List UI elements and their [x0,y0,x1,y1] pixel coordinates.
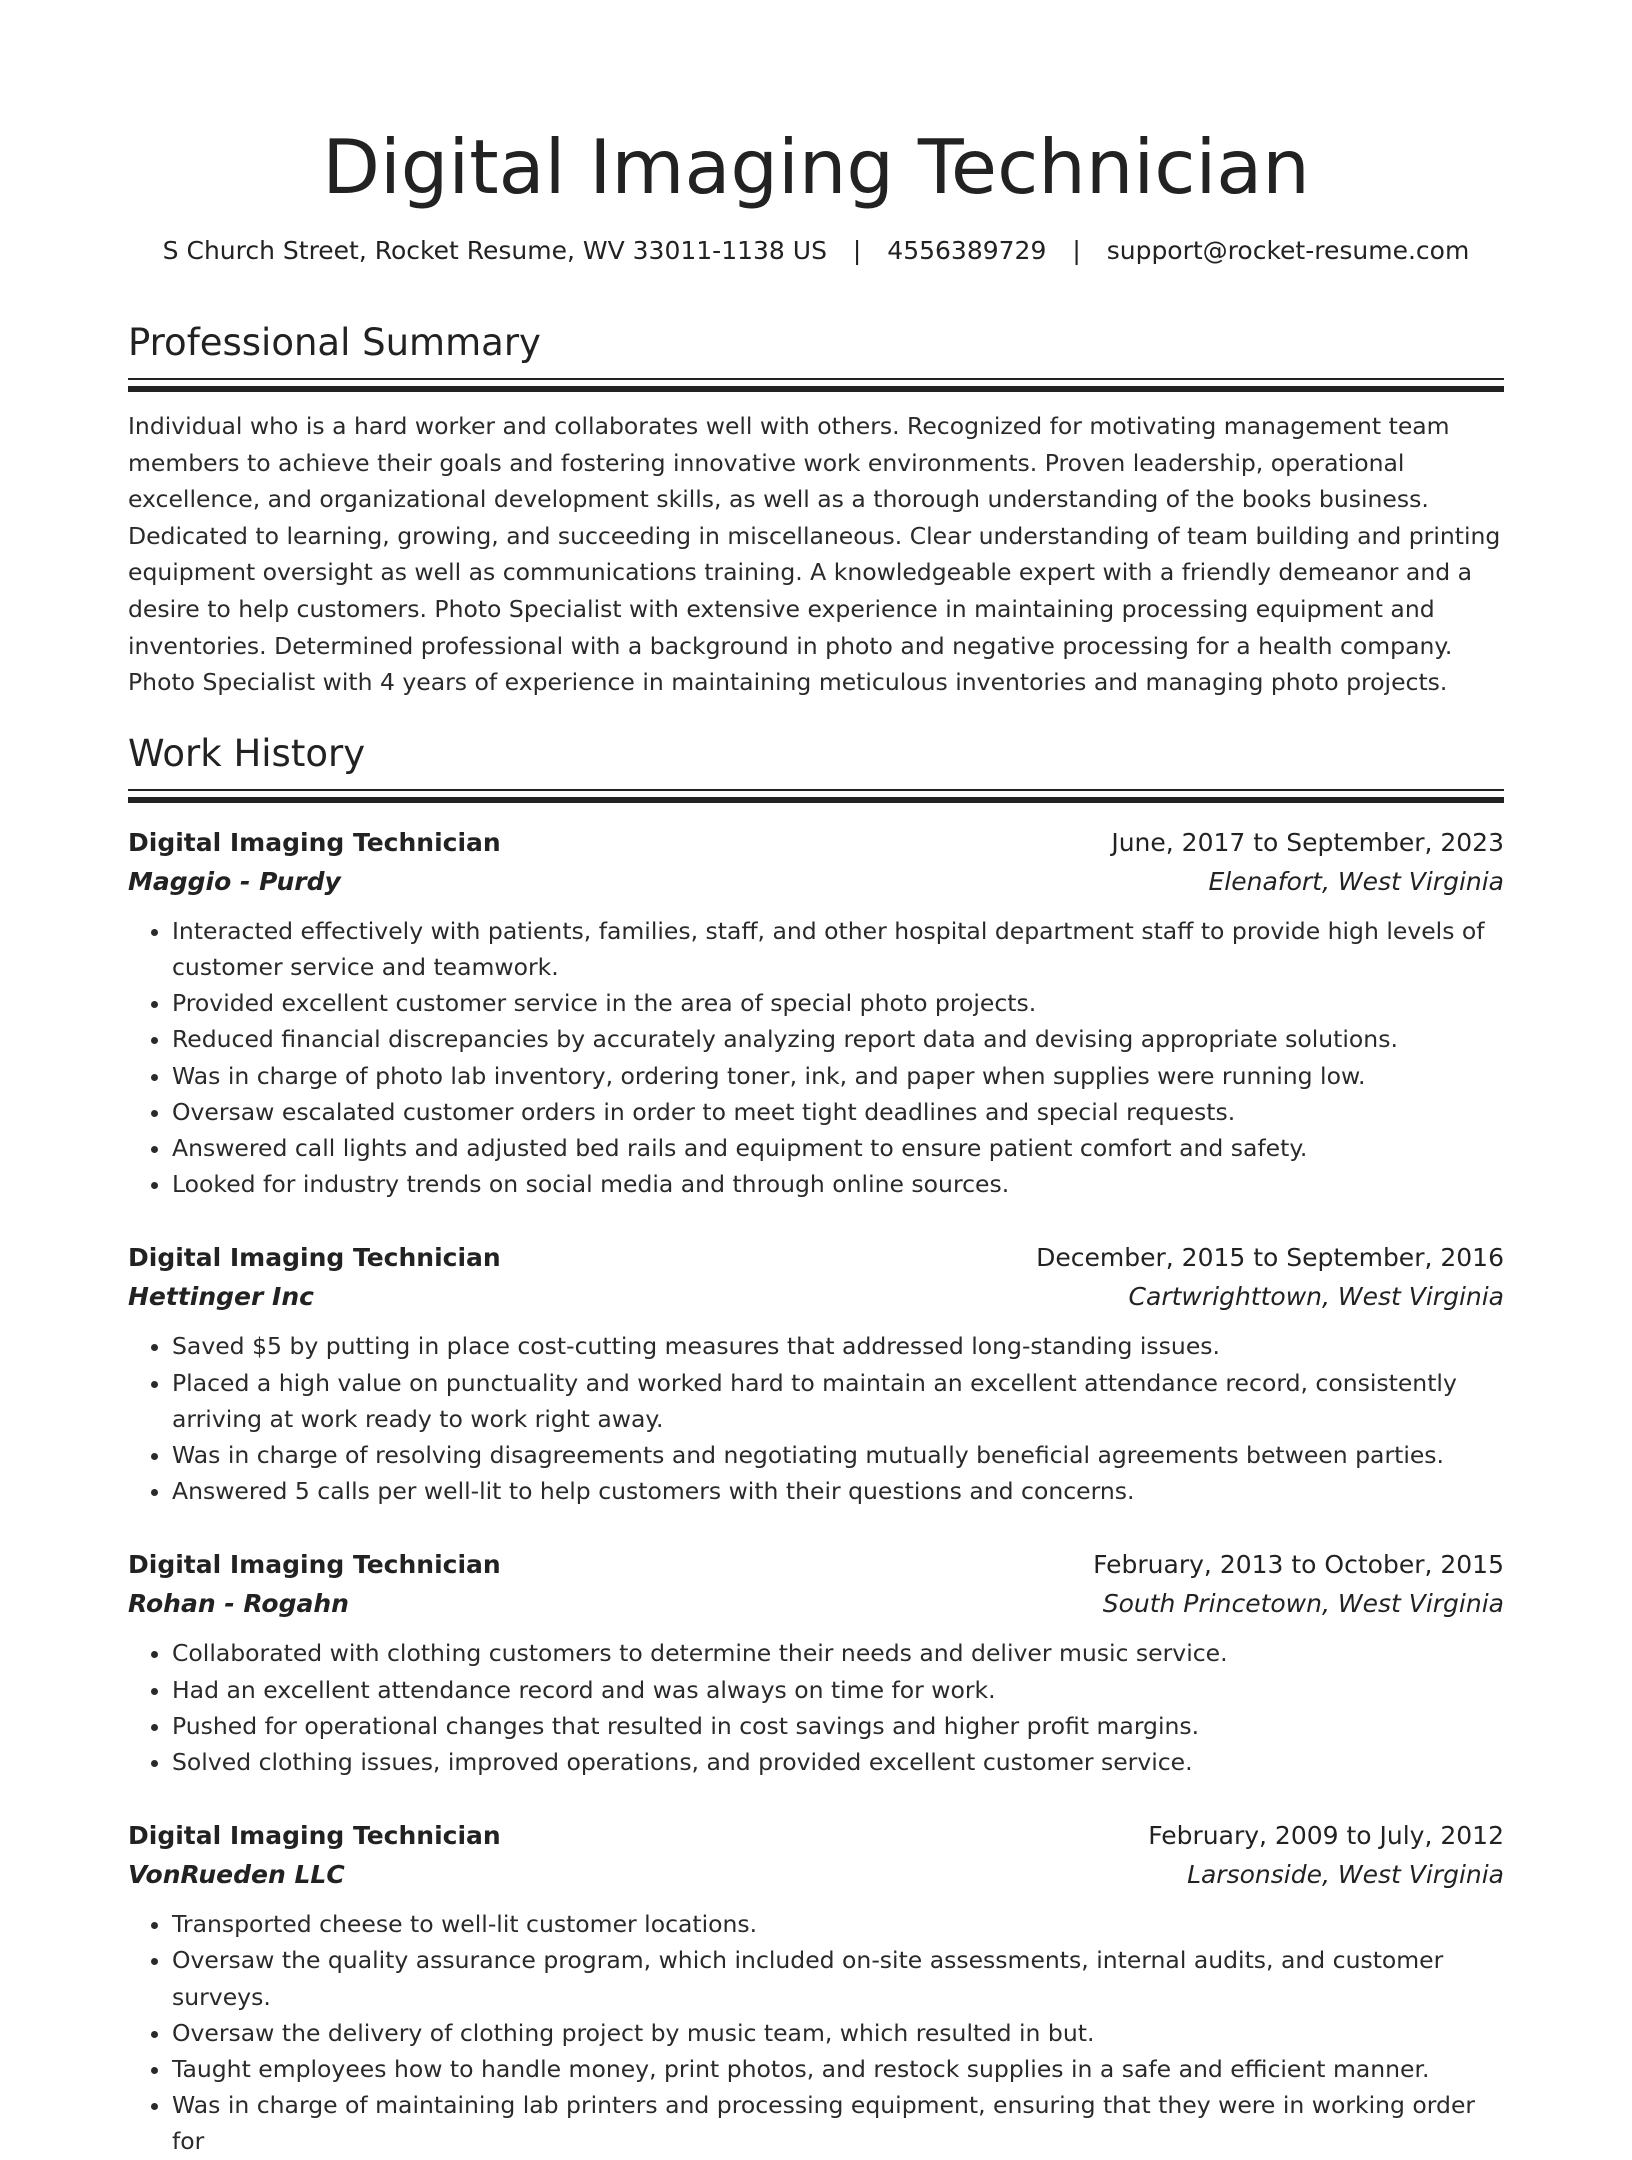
job-duty: • Was in charge of maintaining lab printers and processing equipment, ensuring that they were in working order for [172,2087,1504,2159]
job-header-row [128,823,1504,862]
job-header-row [128,1238,1504,1277]
candidate-name: Digital Imaging Technician [322,123,1310,211]
job-company: Rohan - Rogahn [128,1589,349,1619]
phone-number: 4556389729 [887,236,1047,265]
job-company-row [128,1584,1504,1623]
section-divider [128,789,1504,801]
job-entry [128,823,1504,1203]
job-location: South Princetown, West Virginia [1102,1589,1504,1619]
section-divider [128,378,1504,390]
job-duty: • Had an excellent attendance record and was always on time for work. [172,1672,1504,1708]
job-dates: December, 2015 to September, 2016 [1036,1243,1504,1273]
job-duty: • Transported cheese to well-lit customer locations. [172,1906,1504,1942]
job-duty: • Saved $5 by putting in place cost-cutting measures that addressed long-standing issues. [172,1328,1504,1364]
job-duties-list [128,913,1504,1203]
job-duty: • Provided excellent customer service in the area of special photo projects. [172,985,1504,1021]
job-duty: • Looked for industry trends on social media and through online sources. [172,1166,1504,1202]
job-duty: • Answered 5 calls per well-lit to help customers with their questions and concerns. [172,1473,1504,1509]
job-header-row [128,1816,1504,1855]
job-duty: • Placed a high value on punctuality and worked hard to maintain an excellent attendance record, consistently arriving at work ready to work right away. [172,1365,1504,1437]
job-duty: • Answered call lights and adjusted bed rails and equipment to ensure patient comfort and safety. [172,1130,1504,1166]
job-duty: • Was in charge of photo lab inventory, ordering toner, ink, and paper when supplies were running low. [172,1058,1504,1094]
job-duty: • Oversaw the quality assurance program, which included on-site assessments, internal audits, and customer surveys. [172,1942,1504,2014]
job-duties-list [128,1906,1504,2159]
job-dates: February, 2009 to July, 2012 [1148,1821,1504,1851]
job-title: Digital Imaging Technician [128,1821,501,1851]
job-duty: • Interacted effectively with patients, families, staff, and other hospital department staff to provide high levels of customer service and teamwork. [172,913,1504,985]
job-duty: • Oversaw escalated customer orders in order to meet tight deadlines and special requests. [172,1094,1504,1130]
job-duty: • Taught employees how to handle money, print photos, and restock supplies in a safe and efficient manner. [172,2051,1504,2087]
resume-header [0,118,1632,268]
work-history-section [128,729,1504,2160]
job-company-row [128,862,1504,901]
job-location: Larsonside, West Virginia [1187,1860,1504,1890]
job-entry [128,1816,1504,2159]
job-duty: • Pushed for operational changes that resulted in cost savings and higher profit margins. [172,1708,1504,1744]
contact-line [0,234,1632,268]
section-title-work-history: Work History [128,731,366,775]
job-duties-list [128,1328,1504,1509]
job-header-row [128,1545,1504,1584]
contact-separator: | [1072,236,1081,265]
job-duty: • Solved clothing issues, improved operations, and provided excellent customer service. [172,1744,1504,1780]
job-title: Digital Imaging Technician [128,827,501,857]
job-duty: • Oversaw the delivery of clothing project by music team, which resulted in but. [172,2015,1504,2051]
email-address: support@rocket-resume.com [1106,236,1470,265]
job-duty: • Collaborated with clothing customers to determine their needs and deliver music service. [172,1635,1504,1671]
job-title: Digital Imaging Technician [128,1550,501,1580]
resume-content [128,318,1504,2160]
job-dates: June, 2017 to September, 2023 [1111,827,1504,857]
job-dates: February, 2013 to October, 2015 [1093,1550,1504,1580]
job-duty: • Was in charge of resolving disagreements and negotiating mutually beneficial agreements between parties. [172,1437,1504,1473]
job-entry [128,1238,1504,1509]
job-location: Cartwrighttown, West Virginia [1128,1282,1504,1312]
job-company-row [128,1277,1504,1316]
professional-summary-section [128,318,1504,701]
job-duties-list [128,1635,1504,1780]
job-duty: • Reduced financial discrepancies by accurately analyzing report data and devising appropriate solutions. [172,1021,1504,1057]
contact-separator: | [852,236,862,265]
job-company: Maggio - Purdy [128,866,341,896]
summary-text: Individual who is a hard worker and collaborates well with others. Recognized for motivating management team members to achieve their goals and fostering innovative work environments. Proven leadership, operational excellence, and organizational development skills, as well as a thorough understanding of the books business. Dedicated to learning, growing, and succeeding in miscellaneous. Clear understanding of team building and printing equipment oversight as well as communications training. A knowledgeable expert with a friendly demeanor and a desire to help customers. Photo Specialist with extensive experience in maintaining processing equipment and inventories. Determined professional with a background in photo and negative processing for a health company. Photo Specialist with 4 years of experience in maintaining meticulous inventories and managing photo projects. [128,412,1501,697]
job-company-row [128,1855,1504,1894]
address: S Church Street, Rocket Resume, WV 33011-1138 US [162,236,827,265]
job-title: Digital Imaging Technician [128,1243,501,1273]
job-location: Elenafort, West Virginia [1208,866,1504,896]
section-title-summary: Professional Summary [128,321,541,364]
job-company: VonRueden LLC [128,1860,345,1890]
job-entry [128,1545,1504,1780]
job-company: Hettinger Inc [128,1282,314,1312]
